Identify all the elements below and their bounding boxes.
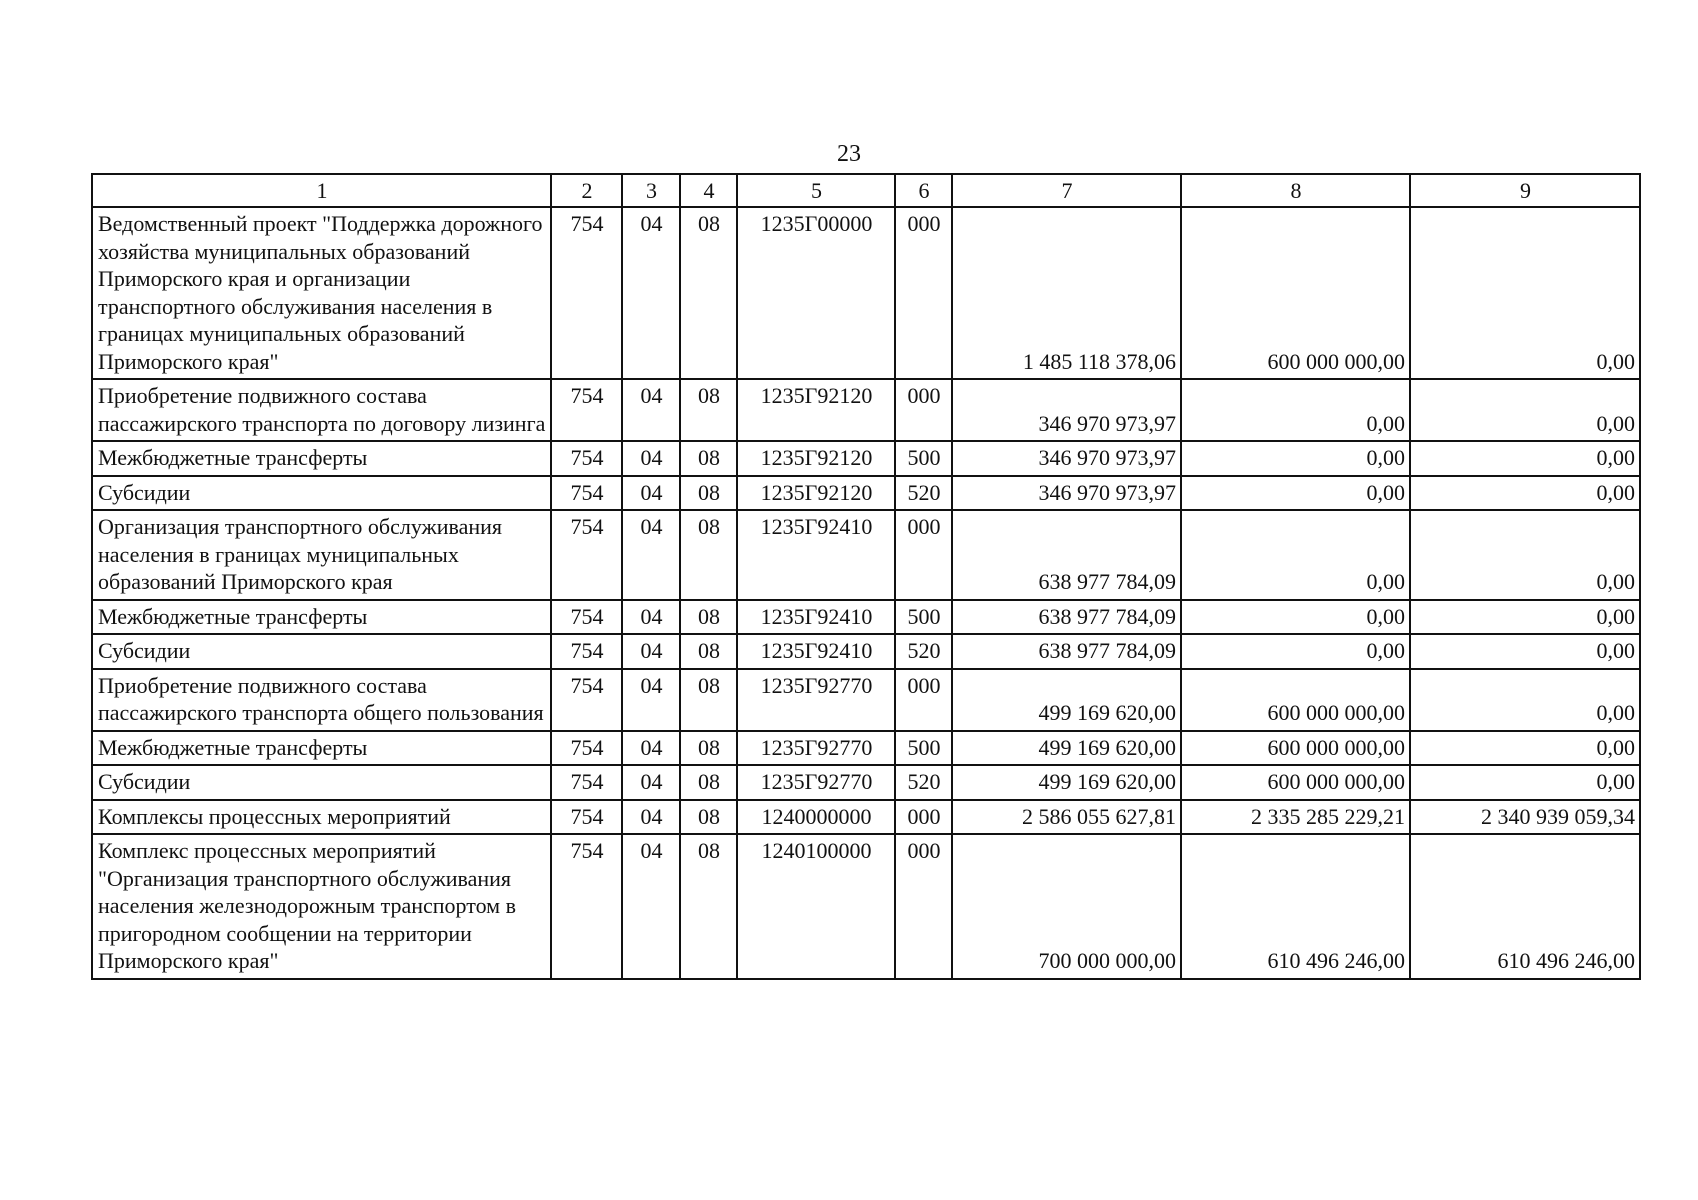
row-name: Комплекс процессных мероприятий "Организация транспортного обслуживания населения железнодорожным транспортом в пригородном сообщении на территории Приморского края" bbox=[92, 834, 551, 979]
row-name: Субсидии bbox=[92, 765, 551, 800]
header-col-1: 1 bbox=[92, 174, 551, 207]
row-target-article-code: 1240000000 bbox=[737, 800, 895, 835]
row-grbs-code: 754 bbox=[551, 476, 622, 511]
table-header bbox=[92, 174, 1640, 207]
page-number: 23 bbox=[837, 141, 861, 167]
row-amount-col9: 610 496 246,00 bbox=[1410, 834, 1640, 979]
row-amount-col7: 499 169 620,00 bbox=[952, 765, 1181, 800]
row-subsection-code: 08 bbox=[680, 510, 737, 600]
row-section-code: 04 bbox=[622, 379, 680, 441]
row-amount-col8: 600 000 000,00 bbox=[1181, 765, 1410, 800]
row-name: Межбюджетные трансферты bbox=[92, 731, 551, 766]
row-amount-col7: 2 586 055 627,81 bbox=[952, 800, 1181, 835]
row-target-article-code: 1240100000 bbox=[737, 834, 895, 979]
row-name: Субсидии bbox=[92, 634, 551, 669]
row-subsection-code: 08 bbox=[680, 634, 737, 669]
row-amount-col8: 0,00 bbox=[1181, 634, 1410, 669]
row-amount-col8: 600 000 000,00 bbox=[1181, 669, 1410, 731]
row-amount-col9: 0,00 bbox=[1410, 634, 1640, 669]
row-target-article-code: 1235Г92770 bbox=[737, 765, 895, 800]
row-grbs-code: 754 bbox=[551, 800, 622, 835]
table-row bbox=[92, 834, 1640, 979]
row-amount-col8: 0,00 bbox=[1181, 510, 1410, 600]
row-amount-col9: 0,00 bbox=[1410, 510, 1640, 600]
row-amount-col7: 1 485 118 378,06 bbox=[952, 207, 1181, 379]
table-row bbox=[92, 207, 1640, 379]
header-col-9: 9 bbox=[1410, 174, 1640, 207]
row-expense-type-code: 000 bbox=[895, 834, 952, 979]
row-amount-col8: 2 335 285 229,21 bbox=[1181, 800, 1410, 835]
row-grbs-code: 754 bbox=[551, 834, 622, 979]
row-section-code: 04 bbox=[622, 765, 680, 800]
row-expense-type-code: 500 bbox=[895, 600, 952, 635]
row-amount-col9: 0,00 bbox=[1410, 731, 1640, 766]
row-section-code: 04 bbox=[622, 441, 680, 476]
row-target-article-code: 1235Г92770 bbox=[737, 731, 895, 766]
budget-table bbox=[91, 173, 1641, 980]
row-amount-col9: 0,00 bbox=[1410, 765, 1640, 800]
table-row bbox=[92, 765, 1640, 800]
row-amount-col8: 0,00 bbox=[1181, 600, 1410, 635]
row-grbs-code: 754 bbox=[551, 379, 622, 441]
row-name: Приобретение подвижного состава пассажирского транспорта по договору лизинга bbox=[92, 379, 551, 441]
header-col-3: 3 bbox=[622, 174, 680, 207]
row-name: Комплексы процессных мероприятий bbox=[92, 800, 551, 835]
row-expense-type-code: 000 bbox=[895, 510, 952, 600]
row-grbs-code: 754 bbox=[551, 600, 622, 635]
row-name: Межбюджетные трансферты bbox=[92, 441, 551, 476]
row-target-article-code: 1235Г92120 bbox=[737, 441, 895, 476]
row-subsection-code: 08 bbox=[680, 600, 737, 635]
row-expense-type-code: 500 bbox=[895, 441, 952, 476]
table-row bbox=[92, 634, 1640, 669]
row-expense-type-code: 520 bbox=[895, 634, 952, 669]
row-name: Организация транспортного обслуживания населения в границах муниципальных образований Приморского края bbox=[92, 510, 551, 600]
row-amount-col8: 0,00 bbox=[1181, 476, 1410, 511]
row-amount-col7: 346 970 973,97 bbox=[952, 476, 1181, 511]
row-subsection-code: 08 bbox=[680, 207, 737, 379]
header-col-4: 4 bbox=[680, 174, 737, 207]
row-grbs-code: 754 bbox=[551, 510, 622, 600]
row-subsection-code: 08 bbox=[680, 834, 737, 979]
header-col-5: 5 bbox=[737, 174, 895, 207]
row-amount-col8: 0,00 bbox=[1181, 379, 1410, 441]
row-name: Межбюджетные трансферты bbox=[92, 600, 551, 635]
table-row bbox=[92, 476, 1640, 511]
row-expense-type-code: 520 bbox=[895, 476, 952, 511]
table-body bbox=[92, 207, 1640, 979]
row-amount-col9: 0,00 bbox=[1410, 669, 1640, 731]
row-amount-col8: 600 000 000,00 bbox=[1181, 207, 1410, 379]
row-expense-type-code: 520 bbox=[895, 765, 952, 800]
header-col-8: 8 bbox=[1181, 174, 1410, 207]
row-subsection-code: 08 bbox=[680, 800, 737, 835]
row-amount-col7: 346 970 973,97 bbox=[952, 379, 1181, 441]
row-grbs-code: 754 bbox=[551, 207, 622, 379]
row-grbs-code: 754 bbox=[551, 731, 622, 766]
header-row bbox=[92, 174, 1640, 207]
row-amount-col7: 638 977 784,09 bbox=[952, 600, 1181, 635]
row-target-article-code: 1235Г92410 bbox=[737, 600, 895, 635]
row-expense-type-code: 000 bbox=[895, 669, 952, 731]
row-grbs-code: 754 bbox=[551, 669, 622, 731]
header-col-7: 7 bbox=[952, 174, 1181, 207]
row-amount-col9: 0,00 bbox=[1410, 441, 1640, 476]
row-amount-col7: 346 970 973,97 bbox=[952, 441, 1181, 476]
row-grbs-code: 754 bbox=[551, 765, 622, 800]
row-grbs-code: 754 bbox=[551, 634, 622, 669]
header-col-6: 6 bbox=[895, 174, 952, 207]
row-amount-col9: 0,00 bbox=[1410, 207, 1640, 379]
row-subsection-code: 08 bbox=[680, 476, 737, 511]
row-amount-col9: 2 340 939 059,34 bbox=[1410, 800, 1640, 835]
row-amount-col7: 499 169 620,00 bbox=[952, 731, 1181, 766]
row-name: Субсидии bbox=[92, 476, 551, 511]
row-section-code: 04 bbox=[622, 834, 680, 979]
row-target-article-code: 1235Г00000 bbox=[737, 207, 895, 379]
row-section-code: 04 bbox=[622, 731, 680, 766]
table-row bbox=[92, 379, 1640, 441]
row-amount-col8: 610 496 246,00 bbox=[1181, 834, 1410, 979]
row-section-code: 04 bbox=[622, 476, 680, 511]
row-target-article-code: 1235Г92410 bbox=[737, 510, 895, 600]
row-target-article-code: 1235Г92410 bbox=[737, 634, 895, 669]
row-expense-type-code: 500 bbox=[895, 731, 952, 766]
row-section-code: 04 bbox=[622, 800, 680, 835]
header-col-2: 2 bbox=[551, 174, 622, 207]
row-expense-type-code: 000 bbox=[895, 800, 952, 835]
row-subsection-code: 08 bbox=[680, 731, 737, 766]
row-section-code: 04 bbox=[622, 634, 680, 669]
row-amount-col8: 600 000 000,00 bbox=[1181, 731, 1410, 766]
row-grbs-code: 754 bbox=[551, 441, 622, 476]
row-subsection-code: 08 bbox=[680, 441, 737, 476]
row-section-code: 04 bbox=[622, 207, 680, 379]
row-amount-col9: 0,00 bbox=[1410, 476, 1640, 511]
row-expense-type-code: 000 bbox=[895, 207, 952, 379]
row-name: Приобретение подвижного состава пассажирского транспорта общего пользования bbox=[92, 669, 551, 731]
row-amount-col9: 0,00 bbox=[1410, 600, 1640, 635]
table-row bbox=[92, 510, 1640, 600]
row-section-code: 04 bbox=[622, 510, 680, 600]
row-amount-col7: 638 977 784,09 bbox=[952, 510, 1181, 600]
row-target-article-code: 1235Г92120 bbox=[737, 476, 895, 511]
row-target-article-code: 1235Г92120 bbox=[737, 379, 895, 441]
row-subsection-code: 08 bbox=[680, 669, 737, 731]
table-row bbox=[92, 669, 1640, 731]
row-amount-col7: 700 000 000,00 bbox=[952, 834, 1181, 979]
row-amount-col9: 0,00 bbox=[1410, 379, 1640, 441]
table-row bbox=[92, 800, 1640, 835]
row-amount-col7: 638 977 784,09 bbox=[952, 634, 1181, 669]
row-section-code: 04 bbox=[622, 600, 680, 635]
table-row bbox=[92, 731, 1640, 766]
row-amount-col7: 499 169 620,00 bbox=[952, 669, 1181, 731]
row-target-article-code: 1235Г92770 bbox=[737, 669, 895, 731]
row-name: Ведомственный проект "Поддержка дорожного хозяйства муниципальных образований Приморского края и организации транспортного обслуживания населения в границах муниципальных образований Приморского края" bbox=[92, 207, 551, 379]
row-expense-type-code: 000 bbox=[895, 379, 952, 441]
row-subsection-code: 08 bbox=[680, 765, 737, 800]
row-section-code: 04 bbox=[622, 669, 680, 731]
table-row bbox=[92, 600, 1640, 635]
row-amount-col8: 0,00 bbox=[1181, 441, 1410, 476]
row-subsection-code: 08 bbox=[680, 379, 737, 441]
table-row bbox=[92, 441, 1640, 476]
